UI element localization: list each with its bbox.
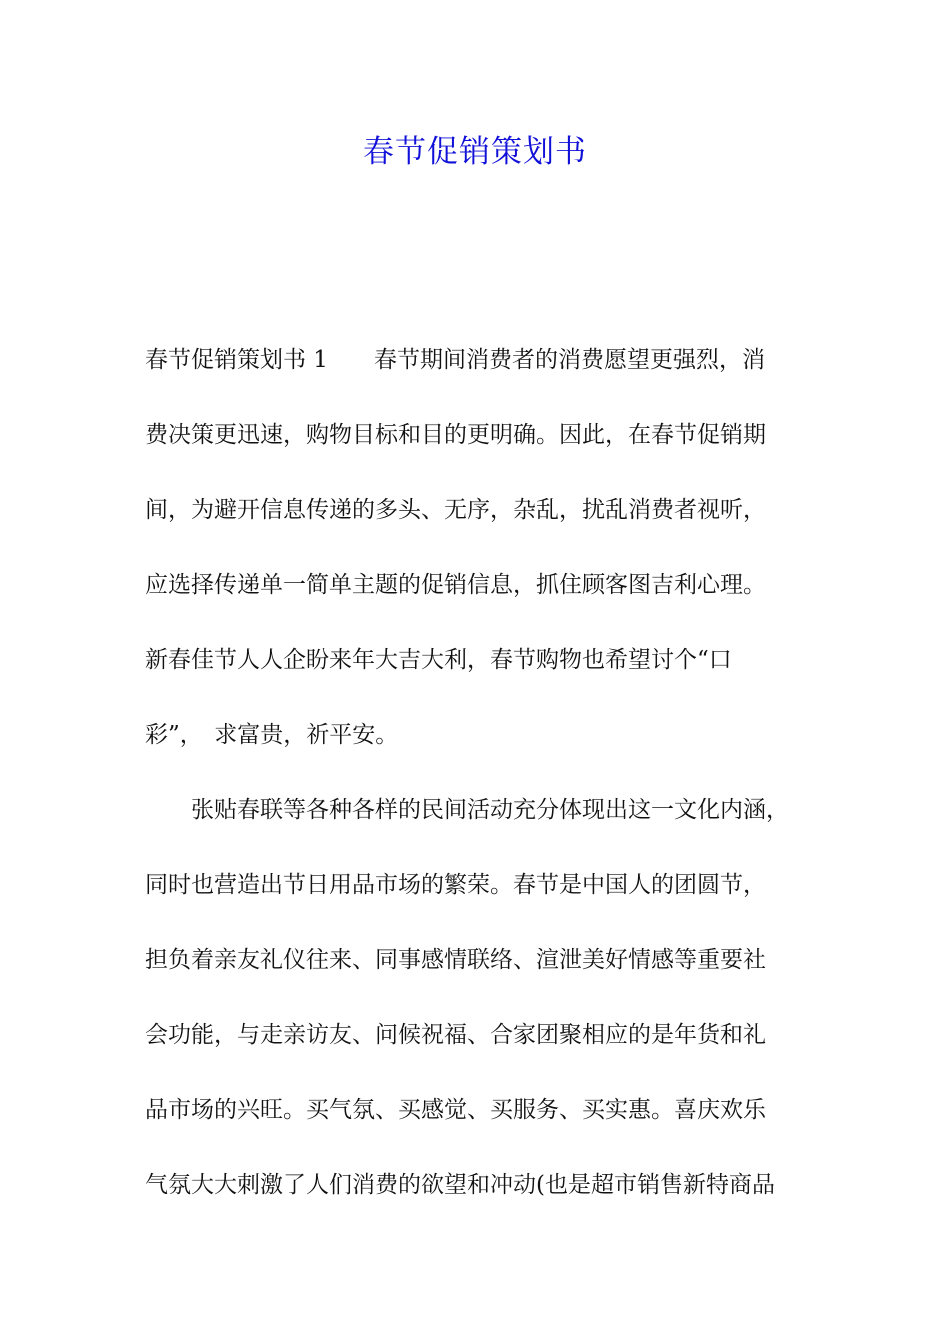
body-line: 春节促销策划书 1 春节期间消费者的消费愿望更强烈，消 (145, 347, 765, 373)
body-line: 气氛大大刺激了人们消费的欲望和冲动(也是超市销售新特商品 (145, 1172, 775, 1198)
body-line: 会功能，与走亲访友、问候祝福、合家团聚相应的是年货和礼 (145, 1022, 766, 1048)
body-line: 张贴春联等各种各样的民间活动充分体现出这一文化内涵， (145, 797, 789, 823)
body-line: 费决策更迅速，购物目标和目的更明确。因此，在春节促销期 (145, 422, 766, 448)
body-line: 应选择传递单一简单主题的促销信息，抓住顾客图吉利心理。 (145, 572, 766, 598)
body-line: 新春佳节人人企盼来年大吉大利，春节购物也希望讨个“口 (145, 647, 732, 673)
body-line: 间，为避开信息传递的多头、无序，杂乱，扰乱消费者视听， (145, 497, 766, 523)
body-line: 品市场的兴旺。买气氛、买感觉、买服务、买实惠。喜庆欢乐 (145, 1097, 766, 1123)
body-line: 彩”， 求富贵，祈平安。 (145, 722, 399, 748)
document-title: 春节促销策划书 (363, 134, 587, 170)
body-line: 担负着亲友礼仪往来、同事感情联络、渲泄美好情感等重要社 (145, 947, 766, 973)
body-line: 同时也营造出节日用品市场的繁荣。春节是中国人的团圆节， (145, 872, 766, 898)
